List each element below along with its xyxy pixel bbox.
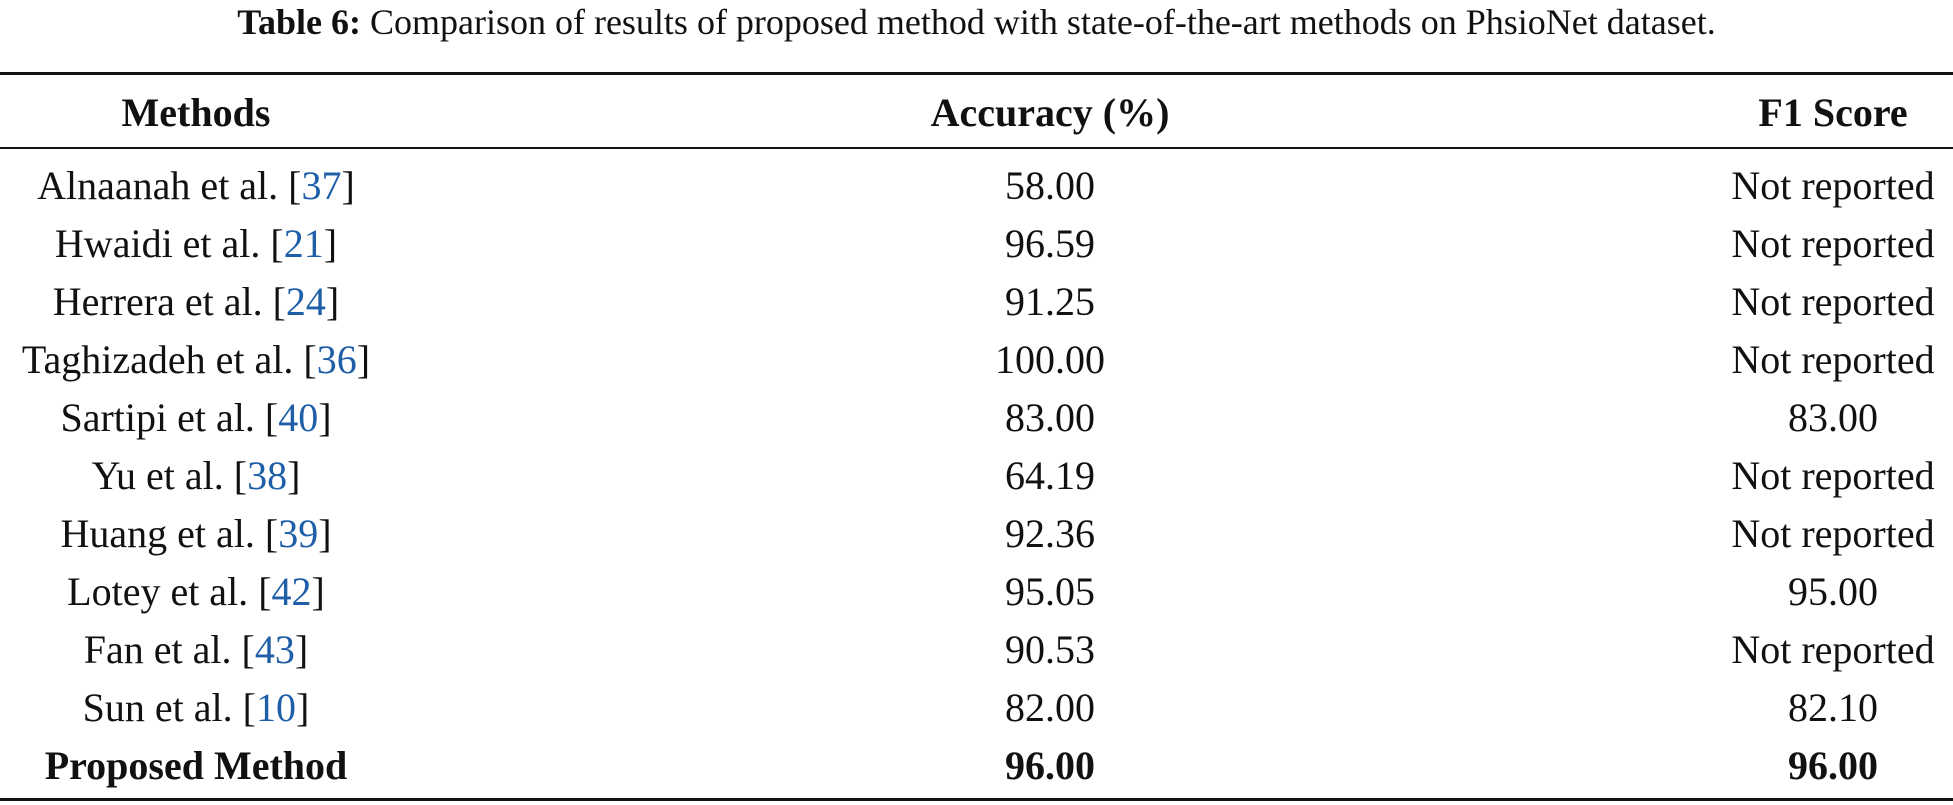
method-name: Sartipi et al. <box>60 395 255 440</box>
method-name: Hwaidi et al. <box>54 221 261 266</box>
citation-link[interactable]: 37 <box>301 163 342 208</box>
table-row <box>0 157 1953 215</box>
proposed-method-name: Proposed Method <box>44 743 348 788</box>
accuracy-cell: 95.05 <box>1005 569 1095 614</box>
citation-link[interactable]: 10 <box>255 685 296 730</box>
table-row <box>0 563 1953 621</box>
proposed-accuracy: 96.00 <box>1005 743 1095 788</box>
f1-cell: Not reported <box>1731 221 1935 266</box>
method-cell: Hwaidi et al. [21] <box>54 221 338 266</box>
method-cell: Sun et al. [10] <box>82 685 310 730</box>
table-row <box>0 447 1953 505</box>
table-row <box>0 273 1953 331</box>
accuracy-cell: 90.53 <box>1005 627 1095 672</box>
citation-link[interactable]: 43 <box>254 627 295 672</box>
citation-link[interactable]: 39 <box>278 511 319 556</box>
accuracy-cell: 92.36 <box>1005 511 1095 556</box>
method-name: Yu et al. <box>91 453 224 498</box>
top-rule <box>0 72 1953 75</box>
citation-link[interactable]: 36 <box>316 337 357 382</box>
table-row <box>0 389 1953 447</box>
f1-cell: 83.00 <box>1788 395 1878 440</box>
table-caption-text: Comparison of results of proposed method with state-of-the-art methods on PhsioNet dataset. <box>369 2 1716 42</box>
table-row <box>0 621 1953 679</box>
method-name: Taghizadeh et al. <box>21 337 294 382</box>
method-cell: Lotey et al. [42] <box>67 569 325 614</box>
proposed-method-row <box>0 737 1953 795</box>
table-row <box>0 331 1953 389</box>
method-name: Huang et al. <box>60 511 255 556</box>
table-caption <box>0 0 1953 44</box>
method-name: Herrera et al. <box>52 279 263 324</box>
header-methods: Methods <box>121 90 271 135</box>
method-cell: Herrera et al. [24] <box>52 279 340 324</box>
bottom-rule <box>0 798 1953 801</box>
method-name: Fan et al. <box>83 627 232 672</box>
f1-cell: Not reported <box>1731 279 1935 324</box>
table-header-row <box>0 84 1953 142</box>
method-cell: Yu et al. [38] <box>91 453 301 498</box>
method-name: Lotey et al. <box>67 569 249 614</box>
f1-cell: Not reported <box>1731 627 1935 672</box>
citation-link[interactable]: 40 <box>278 395 319 440</box>
accuracy-cell: 58.00 <box>1005 163 1095 208</box>
table-row <box>0 505 1953 563</box>
header-rule <box>0 147 1953 149</box>
f1-cell: 95.00 <box>1788 569 1878 614</box>
f1-cell: Not reported <box>1731 453 1935 498</box>
table-body <box>0 157 1953 795</box>
f1-cell: Not reported <box>1731 511 1935 556</box>
citation-link[interactable]: 42 <box>271 569 312 614</box>
method-cell: Sartipi et al. [40] <box>60 395 332 440</box>
f1-cell: 82.10 <box>1788 685 1878 730</box>
table-row <box>0 215 1953 273</box>
citation-link[interactable]: 24 <box>285 279 326 324</box>
citation-link[interactable]: 38 <box>247 453 288 498</box>
method-cell: Taghizadeh et al. [36] <box>21 337 371 382</box>
header-accuracy: Accuracy (%) <box>930 90 1170 135</box>
accuracy-cell: 96.59 <box>1005 221 1095 266</box>
accuracy-cell: 82.00 <box>1005 685 1095 730</box>
accuracy-cell: 83.00 <box>1005 395 1095 440</box>
accuracy-cell: 91.25 <box>1005 279 1095 324</box>
proposed-f1: 96.00 <box>1788 743 1878 788</box>
table-row <box>0 679 1953 737</box>
accuracy-cell: 64.19 <box>1005 453 1095 498</box>
header-f1-score: F1 Score <box>1758 90 1908 135</box>
method-name: Alnaanah et al. <box>37 163 279 208</box>
f1-cell: Not reported <box>1731 163 1935 208</box>
f1-cell: Not reported <box>1731 337 1935 382</box>
accuracy-cell: 100.00 <box>995 337 1105 382</box>
method-cell: Alnaanah et al. [37] <box>37 163 355 208</box>
table-caption-label: Table 6: <box>237 2 361 42</box>
method-cell: Huang et al. [39] <box>60 511 332 556</box>
method-cell: Fan et al. [43] <box>83 627 309 672</box>
method-name: Sun et al. <box>82 685 233 730</box>
citation-link[interactable]: 21 <box>283 221 324 266</box>
